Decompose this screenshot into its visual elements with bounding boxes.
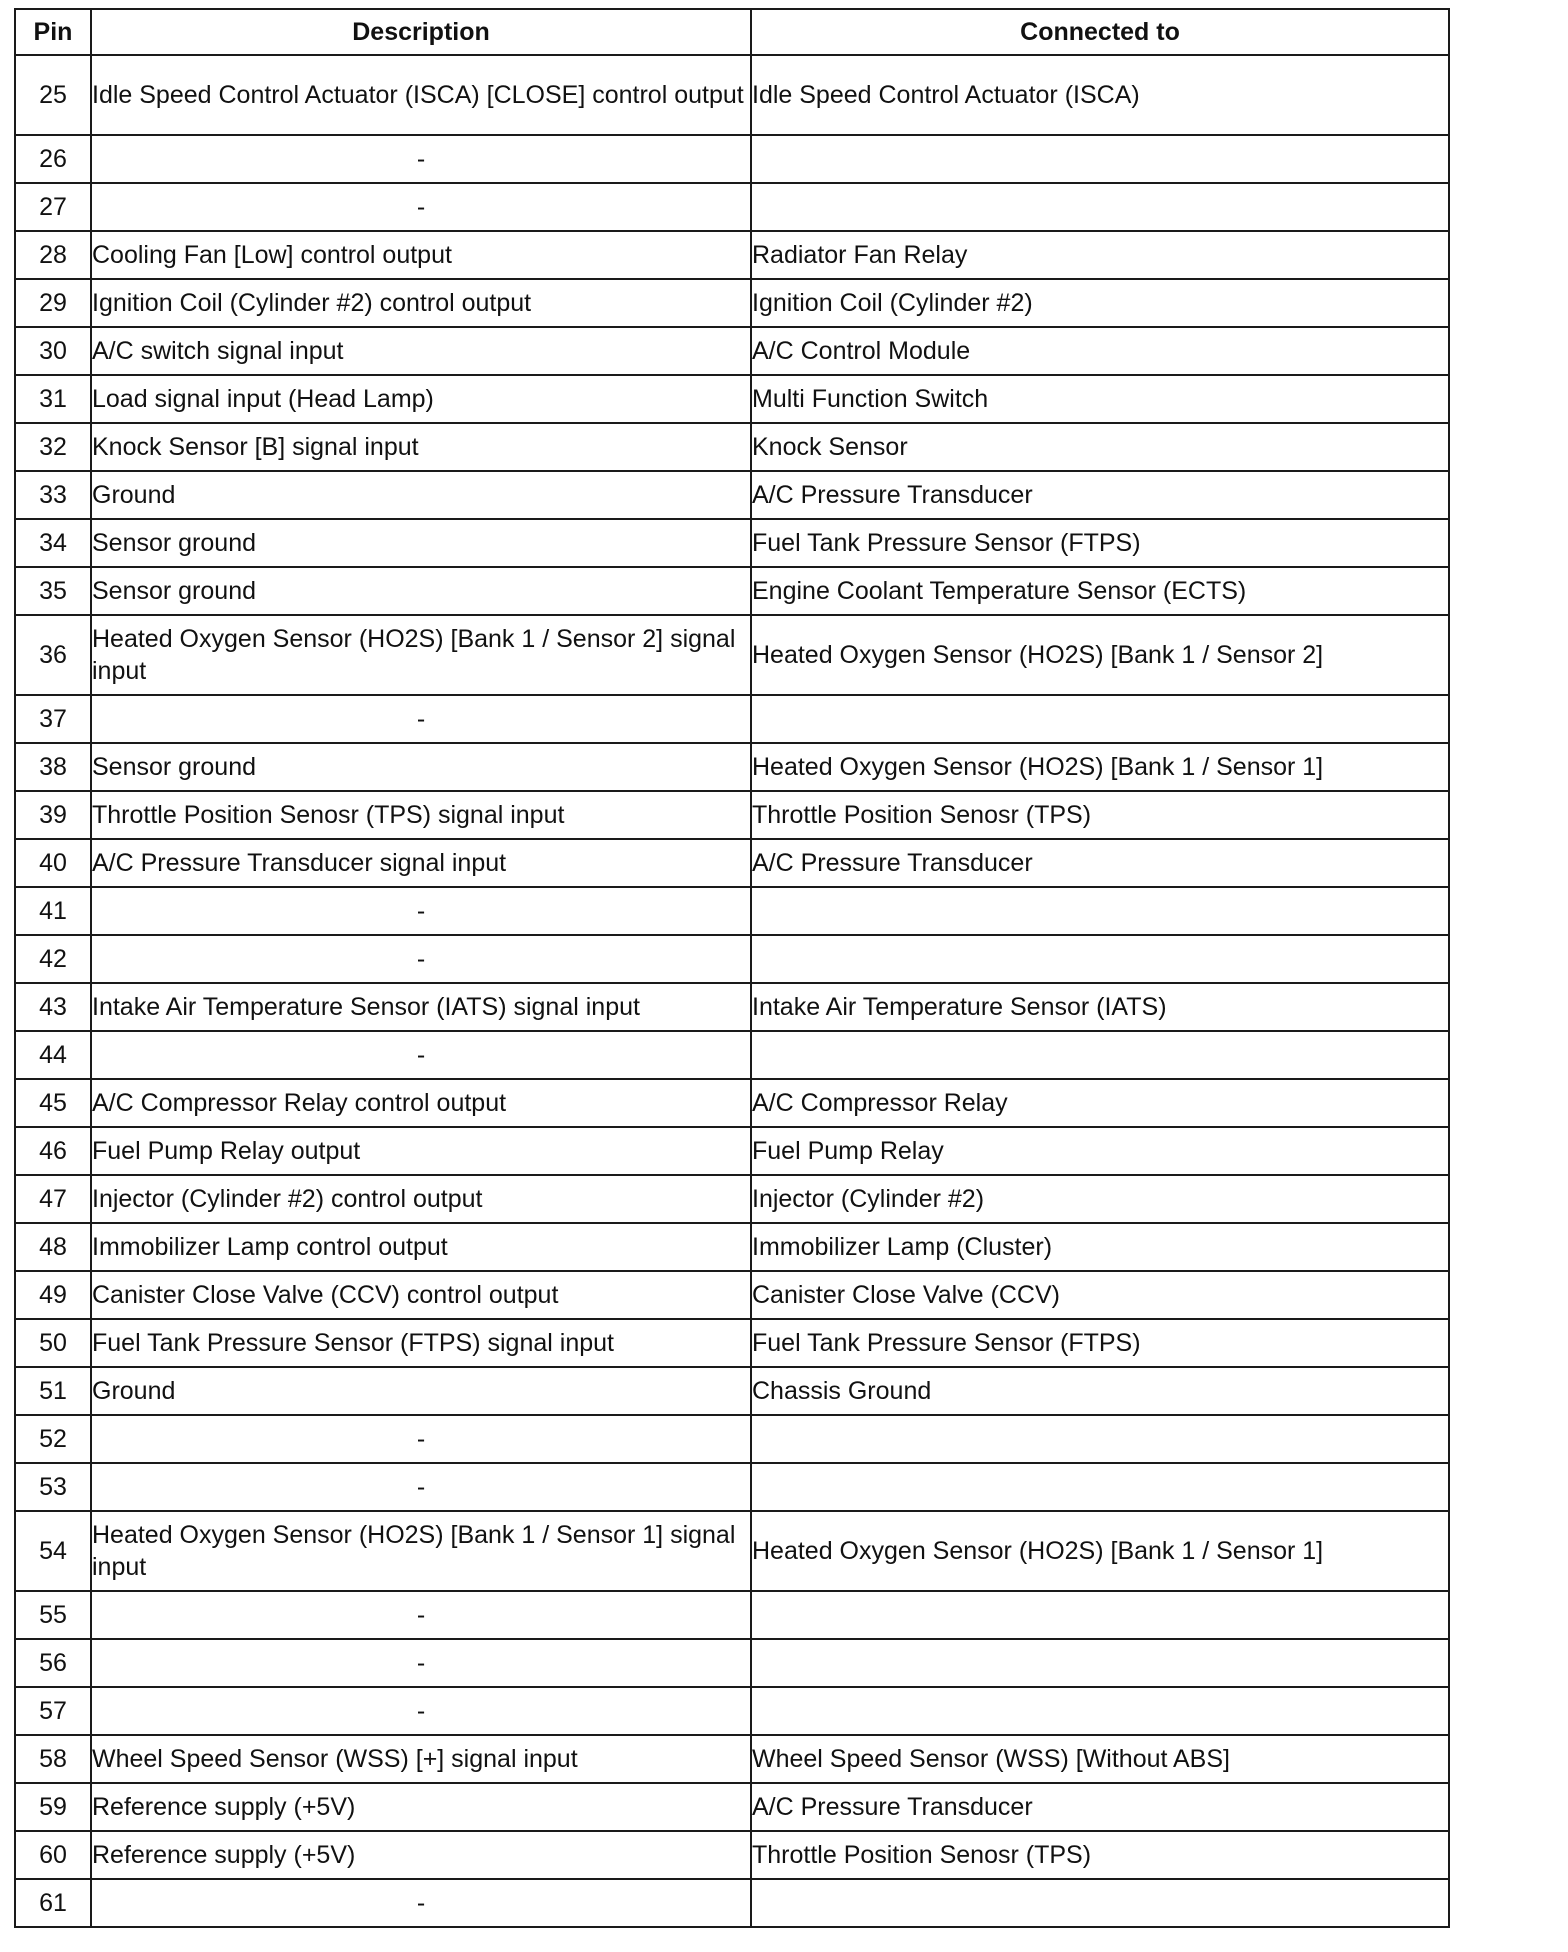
table-row xyxy=(15,935,1449,983)
description-cell: Immobilizer Lamp control output xyxy=(91,1223,751,1271)
table-row xyxy=(15,791,1449,839)
table-row xyxy=(15,695,1449,743)
pin-number-cell: 25 xyxy=(15,55,91,135)
description-cell: - xyxy=(91,1879,751,1927)
header-description: Description xyxy=(91,9,751,55)
connected-to-cell: Multi Function Switch xyxy=(751,375,1449,423)
description-cell: - xyxy=(91,887,751,935)
table-row xyxy=(15,1591,1449,1639)
description-cell: - xyxy=(91,1639,751,1687)
pin-number-cell: 28 xyxy=(15,231,91,279)
connected-to-cell: Chassis Ground xyxy=(751,1367,1449,1415)
pin-number-cell: 51 xyxy=(15,1367,91,1415)
description-cell: Ignition Coil (Cylinder #2) control output xyxy=(91,279,751,327)
connected-to-cell xyxy=(751,695,1449,743)
description-cell: Fuel Tank Pressure Sensor (FTPS) signal input xyxy=(91,1319,751,1367)
pin-number-cell: 49 xyxy=(15,1271,91,1319)
table-row xyxy=(15,1735,1449,1783)
table-row xyxy=(15,1127,1449,1175)
description-cell: Throttle Position Senosr (TPS) signal input xyxy=(91,791,751,839)
pin-number-cell: 30 xyxy=(15,327,91,375)
pin-table xyxy=(14,8,1450,1928)
header-pin: Pin xyxy=(15,9,91,55)
table-row xyxy=(15,231,1449,279)
table-row xyxy=(15,615,1449,695)
table-row xyxy=(15,1687,1449,1735)
connected-to-cell: Fuel Pump Relay xyxy=(751,1127,1449,1175)
table-row xyxy=(15,887,1449,935)
table-row xyxy=(15,1831,1449,1879)
description-cell: - xyxy=(91,1415,751,1463)
connected-to-cell: A/C Pressure Transducer xyxy=(751,471,1449,519)
description-cell: Sensor ground xyxy=(91,519,751,567)
pin-number-cell: 48 xyxy=(15,1223,91,1271)
table-row xyxy=(15,839,1449,887)
description-cell: Cooling Fan [Low] control output xyxy=(91,231,751,279)
connected-to-cell: Engine Coolant Temperature Sensor (ECTS) xyxy=(751,567,1449,615)
pin-number-cell: 59 xyxy=(15,1783,91,1831)
connected-to-cell xyxy=(751,1591,1449,1639)
pin-number-cell: 27 xyxy=(15,183,91,231)
description-cell: - xyxy=(91,1031,751,1079)
pin-number-cell: 45 xyxy=(15,1079,91,1127)
connected-to-cell: Intake Air Temperature Sensor (IATS) xyxy=(751,983,1449,1031)
description-cell: - xyxy=(91,1591,751,1639)
pin-number-cell: 50 xyxy=(15,1319,91,1367)
description-cell: A/C Compressor Relay control output xyxy=(91,1079,751,1127)
description-cell: Reference supply (+5V) xyxy=(91,1831,751,1879)
table-row xyxy=(15,1639,1449,1687)
connected-to-cell xyxy=(751,1463,1449,1511)
table-row xyxy=(15,1223,1449,1271)
table-row xyxy=(15,55,1449,135)
table-row xyxy=(15,375,1449,423)
pin-number-cell: 32 xyxy=(15,423,91,471)
table-row xyxy=(15,1415,1449,1463)
pin-number-cell: 54 xyxy=(15,1511,91,1591)
connected-to-cell: A/C Pressure Transducer xyxy=(751,1783,1449,1831)
connected-to-cell xyxy=(751,135,1449,183)
pin-number-cell: 43 xyxy=(15,983,91,1031)
pin-number-cell: 55 xyxy=(15,1591,91,1639)
description-cell: - xyxy=(91,1687,751,1735)
pin-number-cell: 33 xyxy=(15,471,91,519)
pin-number-cell: 56 xyxy=(15,1639,91,1687)
table-row xyxy=(15,519,1449,567)
pin-number-cell: 36 xyxy=(15,615,91,695)
connected-to-cell: A/C Pressure Transducer xyxy=(751,839,1449,887)
table-row xyxy=(15,135,1449,183)
connected-to-cell xyxy=(751,1415,1449,1463)
description-cell: Heated Oxygen Sensor (HO2S) [Bank 1 / Sensor 1] signal input xyxy=(91,1511,751,1591)
description-cell: Knock Sensor [B] signal input xyxy=(91,423,751,471)
pin-number-cell: 39 xyxy=(15,791,91,839)
connected-to-cell xyxy=(751,1687,1449,1735)
description-cell: Wheel Speed Sensor (WSS) [+] signal input xyxy=(91,1735,751,1783)
table-row xyxy=(15,183,1449,231)
table-row xyxy=(15,1031,1449,1079)
table-row xyxy=(15,1319,1449,1367)
pin-number-cell: 37 xyxy=(15,695,91,743)
table-row xyxy=(15,1879,1449,1927)
connected-to-cell: Injector (Cylinder #2) xyxy=(751,1175,1449,1223)
pin-number-cell: 52 xyxy=(15,1415,91,1463)
table-row xyxy=(15,279,1449,327)
table-row xyxy=(15,1079,1449,1127)
pin-number-cell: 53 xyxy=(15,1463,91,1511)
pin-number-cell: 60 xyxy=(15,1831,91,1879)
connected-to-cell: Immobilizer Lamp (Cluster) xyxy=(751,1223,1449,1271)
connected-to-cell xyxy=(751,1639,1449,1687)
connected-to-cell xyxy=(751,935,1449,983)
connected-to-cell: Heated Oxygen Sensor (HO2S) [Bank 1 / Sensor 1] xyxy=(751,1511,1449,1591)
pin-number-cell: 31 xyxy=(15,375,91,423)
connected-to-cell: Fuel Tank Pressure Sensor (FTPS) xyxy=(751,519,1449,567)
description-cell: Sensor ground xyxy=(91,743,751,791)
connected-to-cell: Wheel Speed Sensor (WSS) [Without ABS] xyxy=(751,1735,1449,1783)
description-cell: - xyxy=(91,183,751,231)
description-cell: Ground xyxy=(91,471,751,519)
description-cell: - xyxy=(91,935,751,983)
connected-to-cell: Idle Speed Control Actuator (ISCA) xyxy=(751,55,1449,135)
table-row xyxy=(15,1271,1449,1319)
pin-number-cell: 35 xyxy=(15,567,91,615)
table-header xyxy=(15,9,1449,55)
description-cell: - xyxy=(91,135,751,183)
table-row xyxy=(15,1511,1449,1591)
pin-number-cell: 46 xyxy=(15,1127,91,1175)
description-cell: Reference supply (+5V) xyxy=(91,1783,751,1831)
header-connected-to: Connected to xyxy=(751,9,1449,55)
connected-to-cell: Heated Oxygen Sensor (HO2S) [Bank 1 / Sensor 1] xyxy=(751,743,1449,791)
description-cell: Idle Speed Control Actuator (ISCA) [CLOSE] control output xyxy=(91,55,751,135)
table-row xyxy=(15,743,1449,791)
table-row xyxy=(15,1175,1449,1223)
table-row xyxy=(15,1367,1449,1415)
pin-number-cell: 34 xyxy=(15,519,91,567)
table-row xyxy=(15,327,1449,375)
pin-number-cell: 41 xyxy=(15,887,91,935)
pin-number-cell: 38 xyxy=(15,743,91,791)
table-row xyxy=(15,1463,1449,1511)
description-cell: Heated Oxygen Sensor (HO2S) [Bank 1 / Sensor 2] signal input xyxy=(91,615,751,695)
table-row xyxy=(15,471,1449,519)
connected-to-cell xyxy=(751,887,1449,935)
pin-number-cell: 26 xyxy=(15,135,91,183)
pin-number-cell: 47 xyxy=(15,1175,91,1223)
connected-to-cell xyxy=(751,1879,1449,1927)
table-row xyxy=(15,567,1449,615)
connected-to-cell: A/C Compressor Relay xyxy=(751,1079,1449,1127)
pin-number-cell: 42 xyxy=(15,935,91,983)
pin-number-cell: 40 xyxy=(15,839,91,887)
description-cell: Sensor ground xyxy=(91,567,751,615)
connected-to-cell xyxy=(751,1031,1449,1079)
connected-to-cell: Canister Close Valve (CCV) xyxy=(751,1271,1449,1319)
connected-to-cell: Heated Oxygen Sensor (HO2S) [Bank 1 / Sensor 2] xyxy=(751,615,1449,695)
table-row xyxy=(15,423,1449,471)
table-row xyxy=(15,983,1449,1031)
connected-to-cell: Knock Sensor xyxy=(751,423,1449,471)
connected-to-cell: Radiator Fan Relay xyxy=(751,231,1449,279)
description-cell: Ground xyxy=(91,1367,751,1415)
pin-number-cell: 57 xyxy=(15,1687,91,1735)
connected-to-cell: Throttle Position Senosr (TPS) xyxy=(751,791,1449,839)
connected-to-cell: Ignition Coil (Cylinder #2) xyxy=(751,279,1449,327)
connected-to-cell: A/C Control Module xyxy=(751,327,1449,375)
connected-to-cell: Throttle Position Senosr (TPS) xyxy=(751,1831,1449,1879)
description-cell: A/C Pressure Transducer signal input xyxy=(91,839,751,887)
pin-number-cell: 44 xyxy=(15,1031,91,1079)
table-body xyxy=(15,55,1449,1927)
connected-to-cell xyxy=(751,183,1449,231)
pin-number-cell: 58 xyxy=(15,1735,91,1783)
pin-number-cell: 29 xyxy=(15,279,91,327)
connected-to-cell: Fuel Tank Pressure Sensor (FTPS) xyxy=(751,1319,1449,1367)
description-cell: Canister Close Valve (CCV) control output xyxy=(91,1271,751,1319)
pin-number-cell: 61 xyxy=(15,1879,91,1927)
description-cell: Injector (Cylinder #2) control output xyxy=(91,1175,751,1223)
table-row xyxy=(15,1783,1449,1831)
description-cell: A/C switch signal input xyxy=(91,327,751,375)
description-cell: Load signal input (Head Lamp) xyxy=(91,375,751,423)
description-cell: - xyxy=(91,695,751,743)
description-cell: Fuel Pump Relay output xyxy=(91,1127,751,1175)
description-cell: - xyxy=(91,1463,751,1511)
description-cell: Intake Air Temperature Sensor (IATS) signal input xyxy=(91,983,751,1031)
